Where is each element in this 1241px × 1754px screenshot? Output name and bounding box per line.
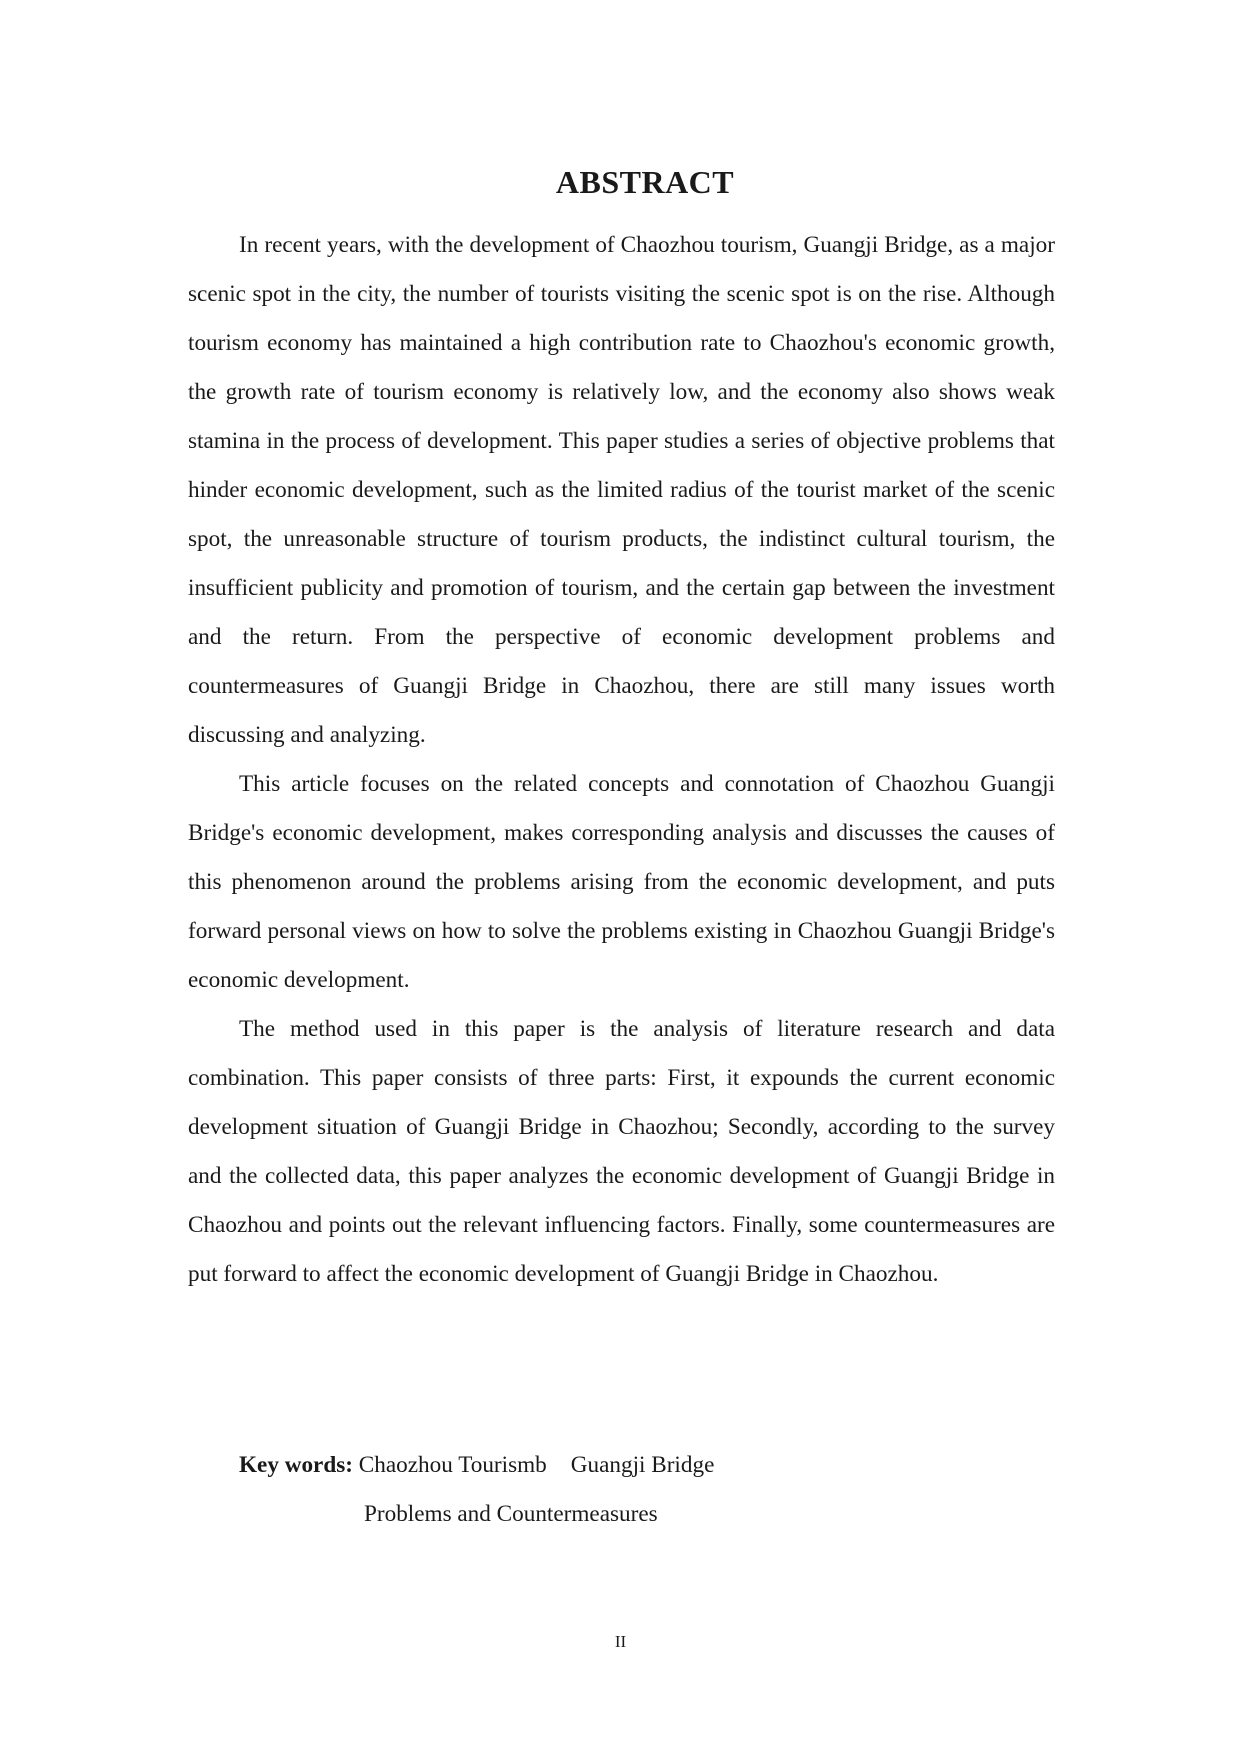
keywords-line-1 — [239, 1441, 714, 1490]
keyword-item: Chaozhou Tourismb — [358, 1452, 547, 1478]
keywords-label: Key words: — [239, 1452, 353, 1478]
page-number: II — [614, 1632, 627, 1651]
abstract-paragraph-1: In recent years, with the development of Chaozhou tourism, Guangji Bridge, as a major scenic spot in the city, the number of tourists visiting the scenic spot is on the rise. Although tourism economy has maintained a high contribution rate to Chaozhou's economic growth, the growth rate of tourism economy is relatively low, and the economy also shows weak stamina in the process of development. This paper studies a series of objective problems that hinder economic development, such as the limited radius of the tourist market of the scenic spot, the unreasonable structure of tourism products, the indistinct cultural tourism, the insufficient publicity and promotion of tourism, and the certain gap between the investment and the return. From the perspective of economic development problems and countermeasures of Guangji Bridge in Chaozhou, there are still many issues worth discussing and analyzing. — [188, 232, 1055, 748]
abstract-paragraph-2: This article focuses on the related concepts and connotation of Chaozhou Guangji Bridge's economic development, makes corresponding analysis and discusses the causes of this phenomenon around the problems arising from the economic development, and puts forward personal views on how to solve the problems existing in Chaozhou Guangji Bridge's economic development. — [188, 771, 1055, 993]
abstract-title: ABSTRACT — [555, 164, 735, 200]
keyword-item: Guangji Bridge — [570, 1452, 715, 1478]
keyword-item: Problems and Countermeasures — [364, 1501, 658, 1527]
abstract-paragraph-3: The method used in this paper is the analysis of literature research and data combination. This paper consists of three parts: First, it expounds the current economic development situation of Guangji Bridge in Chaozhou; Secondly, according to the survey and the collected data, this paper analyzes the economic development of Guangji Bridge in Chaozhou and points out the relevant influencing factors. Finally, some countermeasures are put forward to affect the economic development of Guangji Bridge in Chaozhou. — [188, 1016, 1055, 1287]
abstract-body — [188, 221, 1055, 1299]
keywords-block — [239, 1441, 714, 1539]
keywords-line-2 — [239, 1490, 714, 1539]
